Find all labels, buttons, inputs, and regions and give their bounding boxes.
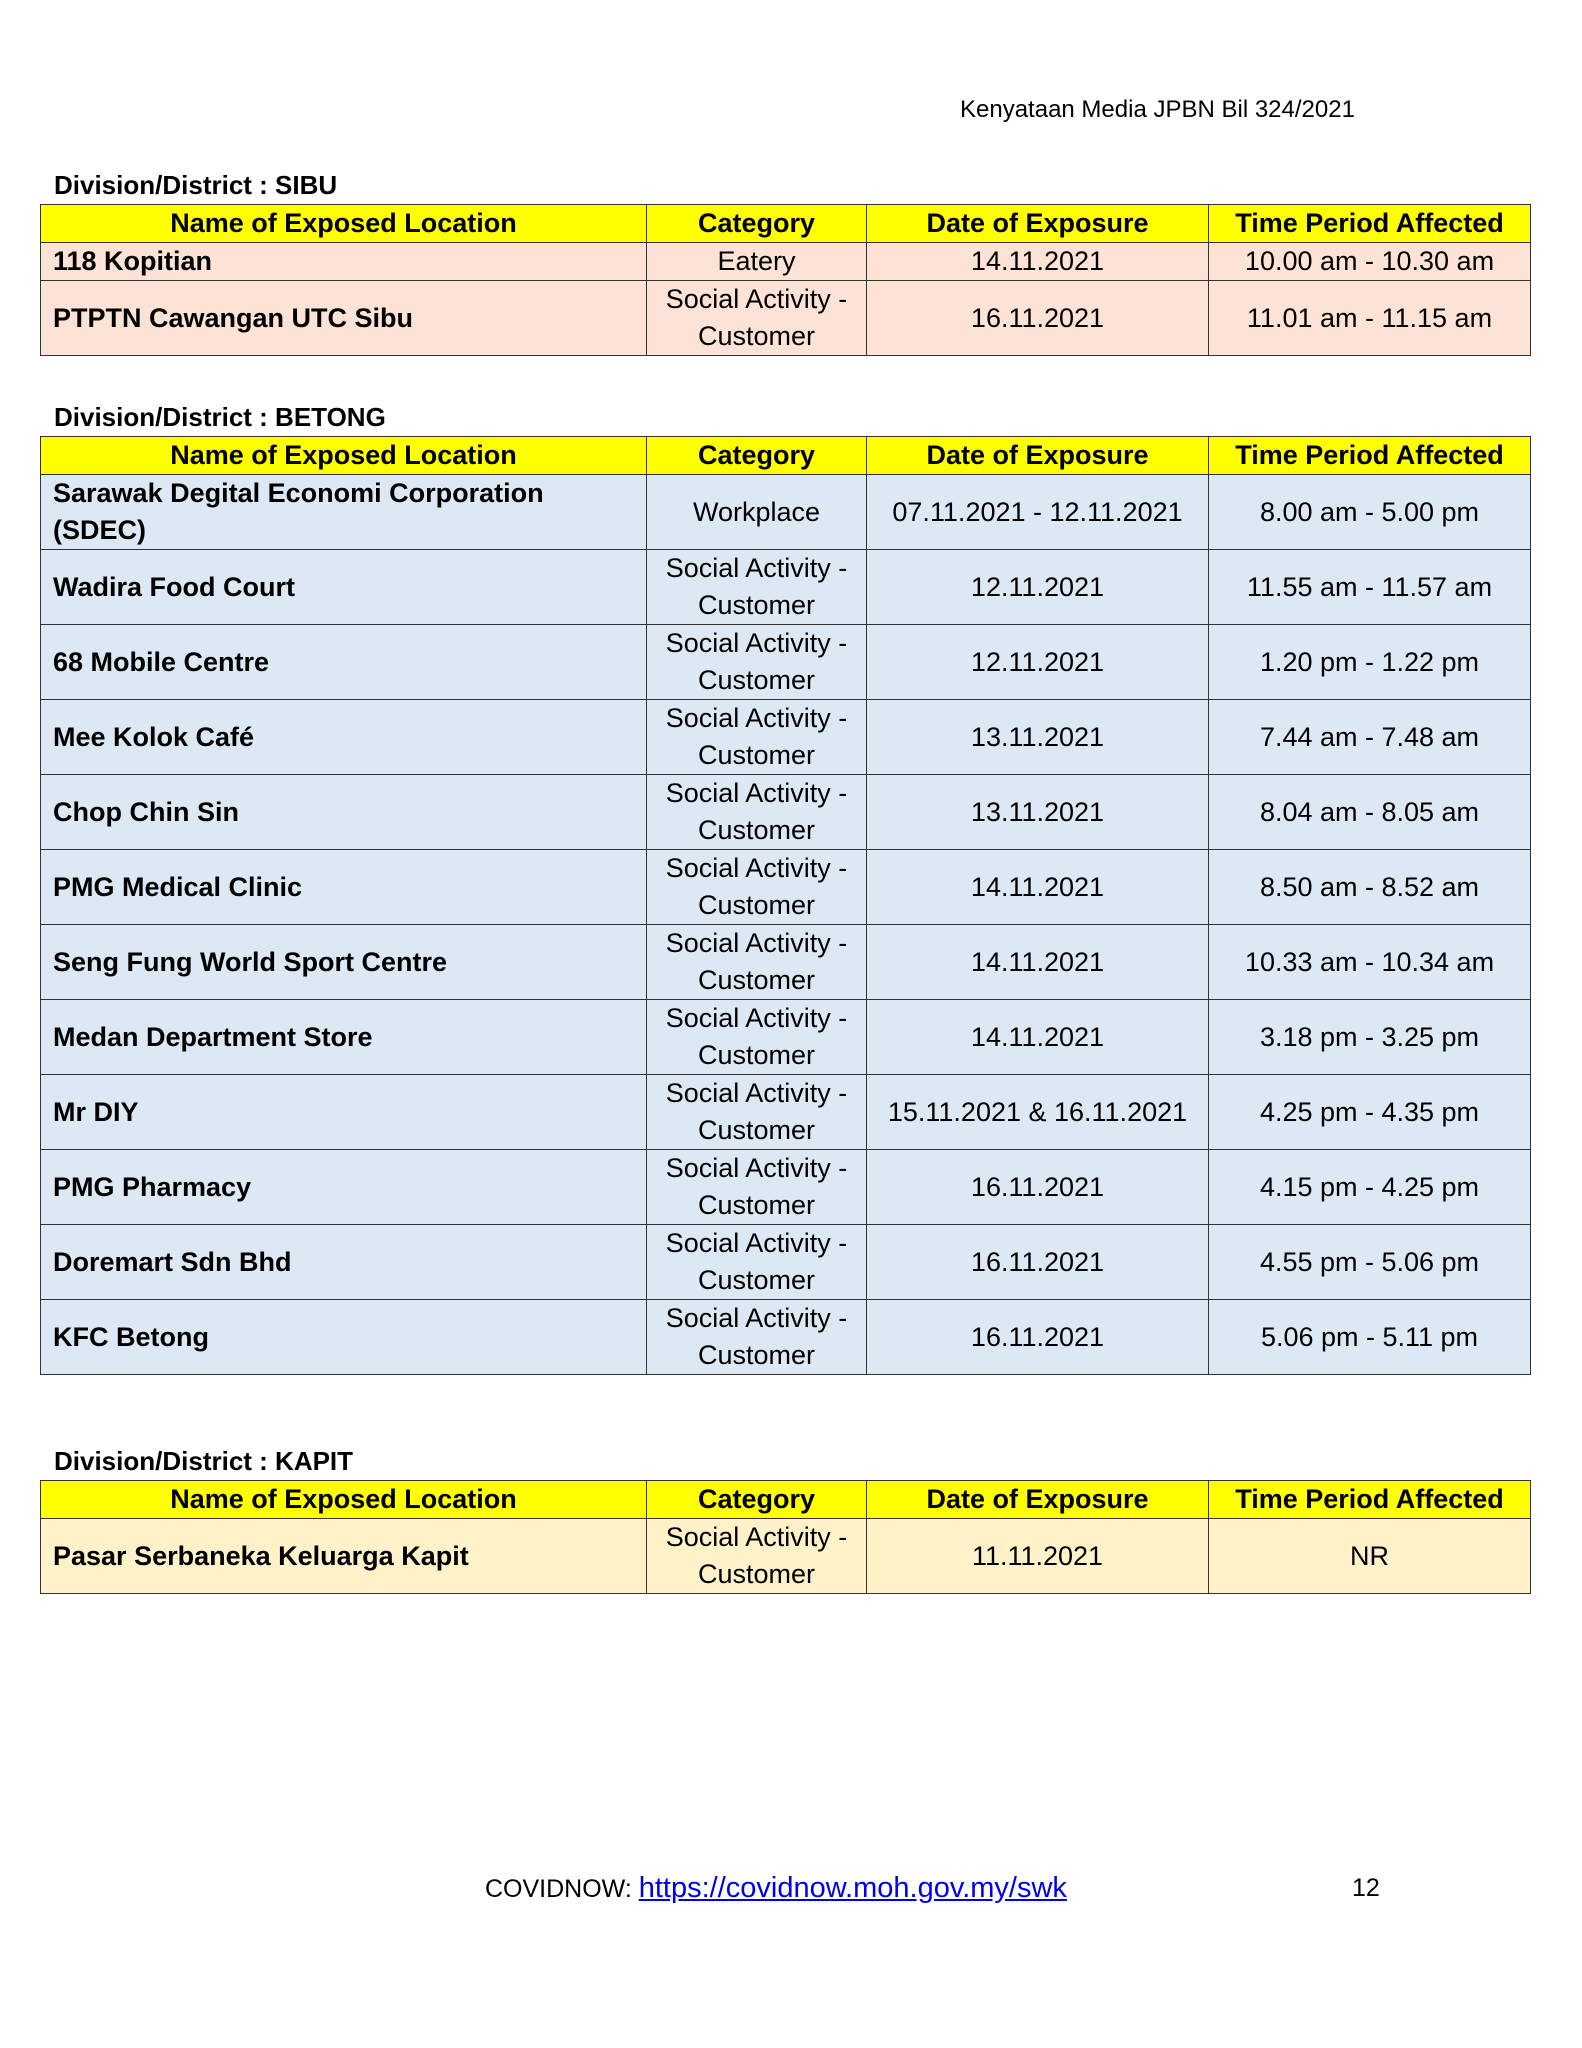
cell-location: Chop Chin Sin [41,775,647,850]
cell-category: Social Activity - Customer [647,700,867,775]
cell-location: Seng Fung World Sport Centre [41,925,647,1000]
section-kapit [40,1442,1530,1594]
cell-time: 3.18 pm - 3.25 pm [1209,1000,1531,1075]
header-category: Category [647,1481,867,1519]
section-betong [40,398,1530,1375]
cell-location: 68 Mobile Centre [41,625,647,700]
cell-location: PMG Medical Clinic [41,850,647,925]
table-row [41,1519,1531,1594]
cell-category: Social Activity - Customer [647,1000,867,1075]
cell-category: Social Activity - Customer [647,925,867,1000]
cell-category: Social Activity - Customer [647,1300,867,1375]
cell-category: Social Activity - Customer [647,625,867,700]
header-location: Name of Exposed Location [41,205,647,243]
header-date: Date of Exposure [867,205,1209,243]
header-location: Name of Exposed Location [41,1481,647,1519]
table-row [41,625,1531,700]
table-row [41,281,1531,356]
header-time: Time Period Affected [1209,205,1531,243]
header-time: Time Period Affected [1209,1481,1531,1519]
covidnow-link[interactable]: https://covidnow.moh.gov.my/swk [638,1872,1067,1904]
footer [485,1872,1067,1905]
section-sibu [40,166,1530,356]
page-number: 12 [1352,1874,1380,1902]
table-row [41,475,1531,550]
cell-category: Social Activity - Customer [647,1075,867,1150]
section-title: Division/District : BETONG [54,402,386,432]
cell-date: 14.11.2021 [867,243,1209,281]
table-row [41,243,1531,281]
cell-location: Pasar Serbaneka Keluarga Kapit [41,1519,647,1594]
header-category: Category [647,205,867,243]
table-row [41,1000,1531,1075]
cell-date: 13.11.2021 [867,700,1209,775]
cell-time: NR [1209,1519,1531,1594]
section-title: Division/District : KAPIT [54,1446,354,1476]
exposure-table [40,204,1531,356]
cell-time: 7.44 am - 7.48 am [1209,700,1531,775]
table-row [41,700,1531,775]
cell-location: Doremart Sdn Bhd [41,1225,647,1300]
header-category: Category [647,437,867,475]
cell-time: 4.15 pm - 4.25 pm [1209,1150,1531,1225]
table-row [41,925,1531,1000]
exposure-table [40,1480,1531,1594]
table-header-row [41,205,1531,243]
cell-date: 15.11.2021 & 16.11.2021 [867,1075,1209,1150]
table-row [41,850,1531,925]
header-date: Date of Exposure [867,437,1209,475]
cell-category: Social Activity - Customer [647,1225,867,1300]
cell-time: 8.04 am - 8.05 am [1209,775,1531,850]
cell-category: Social Activity - Customer [647,1150,867,1225]
cell-time: 8.00 am - 5.00 pm [1209,475,1531,550]
table-row [41,775,1531,850]
cell-category: Social Activity - Customer [647,850,867,925]
cell-date: 14.11.2021 [867,925,1209,1000]
header-date: Date of Exposure [867,1481,1209,1519]
cell-location: Mee Kolok Café [41,700,647,775]
cell-location: Sarawak Degital Economi Corporation (SDEC) [41,475,647,550]
table-header-row [41,437,1531,475]
cell-date: 11.11.2021 [867,1519,1209,1594]
cell-time: 11.01 am - 11.15 am [1209,281,1531,356]
cell-time: 11.55 am - 11.57 am [1209,550,1531,625]
table-row [41,1225,1531,1300]
cell-category: Eatery [647,243,867,281]
cell-category: Social Activity - Customer [647,1519,867,1594]
cell-location: Mr DIY [41,1075,647,1150]
cell-time: 8.50 am - 8.52 am [1209,850,1531,925]
cell-date: 12.11.2021 [867,625,1209,700]
cell-category: Social Activity - Customer [647,281,867,356]
cell-location: KFC Betong [41,1300,647,1375]
cell-category: Workplace [647,475,867,550]
table-row [41,550,1531,625]
cell-location: 118 Kopitian [41,243,647,281]
header-location: Name of Exposed Location [41,437,647,475]
cell-date: 14.11.2021 [867,1000,1209,1075]
table-row [41,1150,1531,1225]
table-row [41,1300,1531,1375]
cell-time: 4.25 pm - 4.35 pm [1209,1075,1531,1150]
cell-date: 16.11.2021 [867,1300,1209,1375]
cell-location: Wadira Food Court [41,550,647,625]
cell-time: 4.55 pm - 5.06 pm [1209,1225,1531,1300]
cell-location: PMG Pharmacy [41,1150,647,1225]
cell-time: 5.06 pm - 5.11 pm [1209,1300,1531,1375]
cell-time: 10.00 am - 10.30 am [1209,243,1531,281]
document-reference: Kenyataan Media JPBN Bil 324/2021 [960,96,1355,123]
footer-label: COVIDNOW: [485,1875,639,1903]
cell-time: 1.20 pm - 1.22 pm [1209,625,1531,700]
cell-location: PTPTN Cawangan UTC Sibu [41,281,647,356]
cell-category: Social Activity - Customer [647,775,867,850]
cell-date: 16.11.2021 [867,281,1209,356]
cell-date: 14.11.2021 [867,850,1209,925]
cell-date: 07.11.2021 - 12.11.2021 [867,475,1209,550]
cell-location: Medan Department Store [41,1000,647,1075]
cell-date: 16.11.2021 [867,1225,1209,1300]
cell-date: 16.11.2021 [867,1150,1209,1225]
table-row [41,1075,1531,1150]
header-time: Time Period Affected [1209,437,1531,475]
table-header-row [41,1481,1531,1519]
cell-time: 10.33 am - 10.34 am [1209,925,1531,1000]
section-title: Division/District : SIBU [54,170,338,200]
cell-date: 13.11.2021 [867,775,1209,850]
cell-category: Social Activity - Customer [647,550,867,625]
cell-date: 12.11.2021 [867,550,1209,625]
exposure-table [40,436,1531,1375]
